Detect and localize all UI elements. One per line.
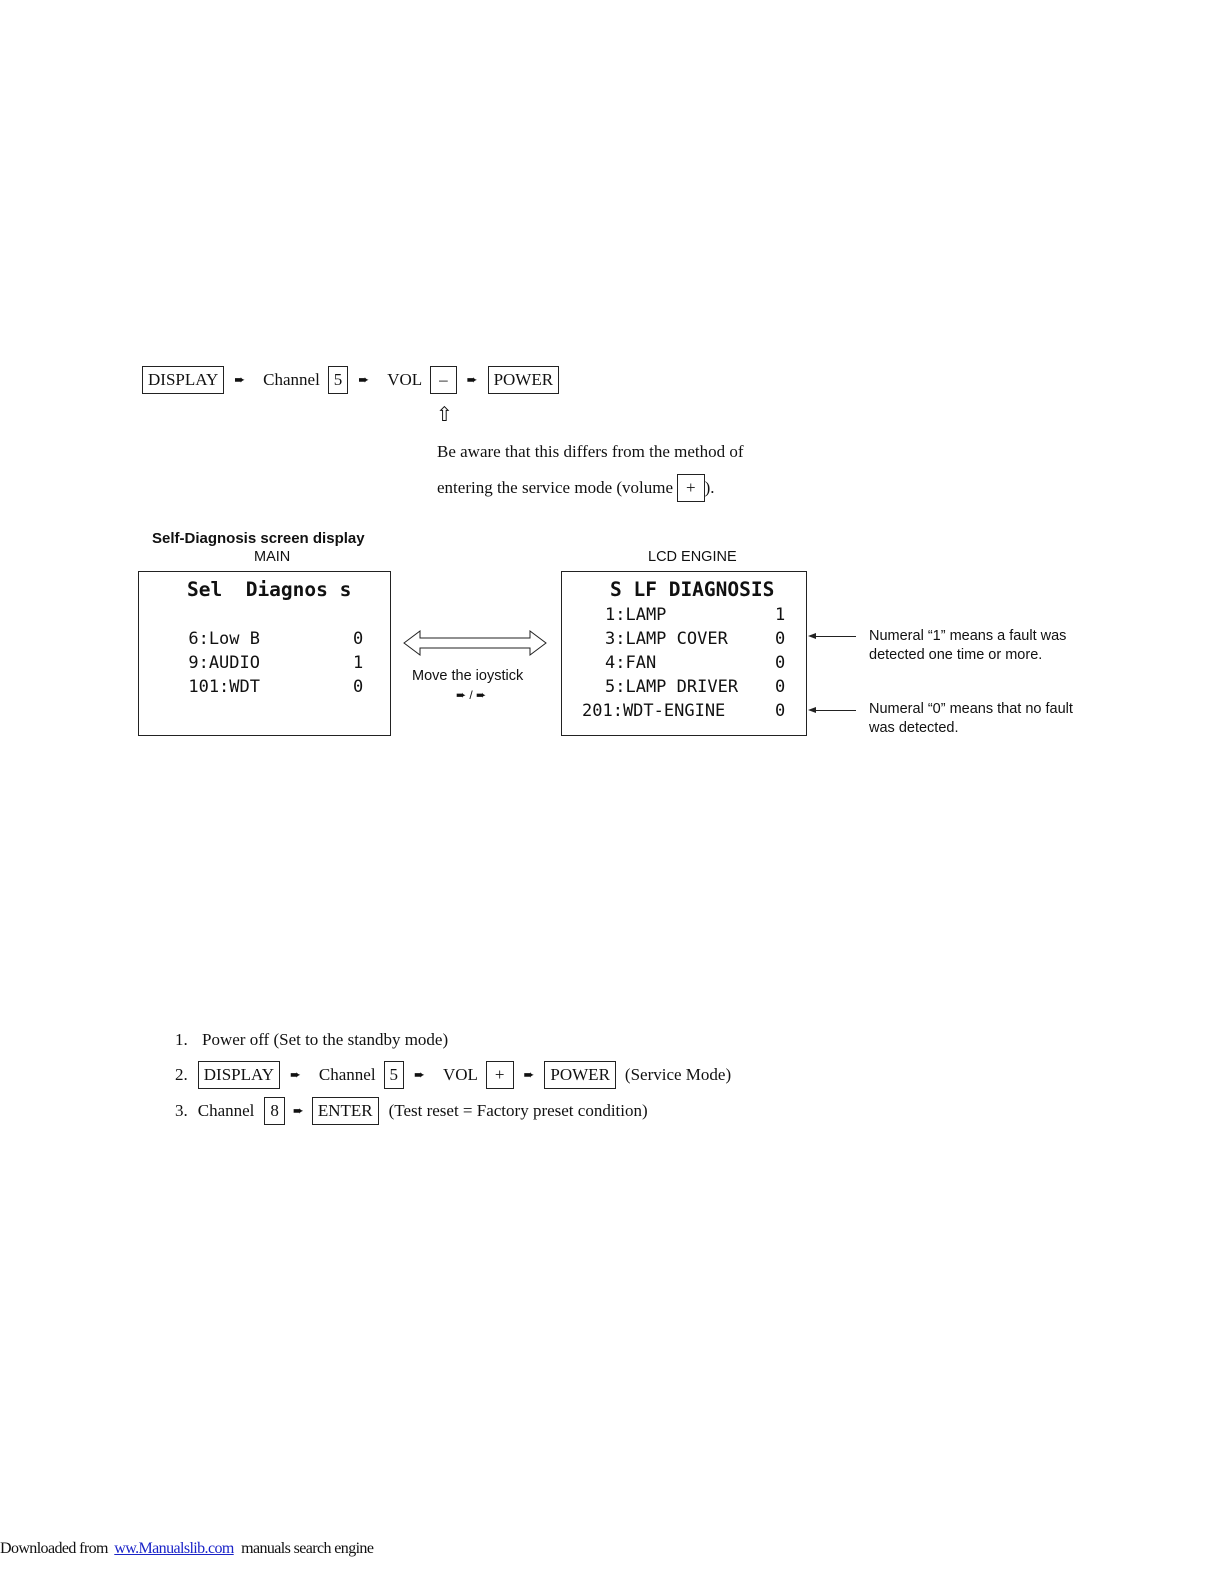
- power-key: POWER: [488, 366, 560, 394]
- vol-label: VOL: [442, 1065, 478, 1084]
- note-line-2: [437, 474, 715, 502]
- callout-1-line-2: detected one time or more.: [869, 647, 1043, 663]
- main-row-value: 0: [353, 677, 364, 697]
- main-row-code: 101:WDT: [188, 677, 260, 697]
- power-key: POWER: [544, 1061, 616, 1089]
- key-5: 5: [328, 366, 349, 394]
- step-number: 2.: [175, 1065, 188, 1084]
- channel-label: Channel: [197, 1101, 255, 1120]
- engine-row-code: 201:WDT-ENGINE: [582, 701, 726, 721]
- engine-diagnosis-screen: [561, 571, 807, 736]
- callout-0-line-1: Numeral “0” means that no fault: [869, 701, 1073, 717]
- right-arrow-icon: ➨: [414, 1067, 425, 1082]
- main-row-code: 9:AUDIO: [188, 653, 260, 673]
- callout-line: [815, 636, 856, 637]
- right-arrow-icon: ➨: [292, 1103, 304, 1118]
- engine-row-value: 1: [775, 605, 786, 625]
- callout-numeral-1: [869, 627, 1066, 665]
- main-label: MAIN: [254, 549, 291, 565]
- volume-minus-key: –: [430, 366, 457, 394]
- footer-suffix: manuals search engine: [241, 1540, 374, 1557]
- key-8: 8: [264, 1097, 285, 1125]
- joystick-label: Move the ioystick: [412, 668, 524, 684]
- engine-row-code: 3:LAMP COVER: [605, 629, 728, 649]
- footer: [0, 1540, 373, 1558]
- up-arrow-icon: ⇧: [436, 404, 453, 426]
- right-arrow-icon: ➨: [466, 372, 478, 387]
- volume-plus-key: +: [486, 1061, 514, 1089]
- callout-1-line-1: Numeral “1” means a fault was: [869, 628, 1067, 644]
- step-3: [175, 1097, 648, 1125]
- engine-screen-title: S LF DIAGNOSIS: [610, 578, 775, 601]
- volume-plus-key: +: [677, 474, 705, 502]
- note-line-2-suffix: ).: [704, 478, 715, 497]
- step-text: Power off (Set to the standby mode): [202, 1030, 449, 1049]
- engine-row-value: 0: [775, 701, 786, 721]
- manualslib-link[interactable]: ww.Manualslib.com: [114, 1540, 234, 1557]
- channel-label: Channel: [318, 1065, 376, 1084]
- joystick-arrows-icon: ➨ / ➨: [456, 688, 487, 702]
- channel-label: Channel: [263, 370, 320, 389]
- lcd-engine-label: LCD ENGINE: [648, 549, 737, 565]
- main-diagnosis-screen: [138, 571, 391, 736]
- engine-row-value: 0: [775, 629, 786, 649]
- right-arrow-icon: ➨: [358, 372, 370, 387]
- callout-numeral-0: [869, 700, 1073, 738]
- step-suffix: (Service Mode): [624, 1065, 732, 1084]
- note-line-2-prefix: entering the service mode (volume: [437, 478, 674, 497]
- callout-0-line-2: was detected.: [869, 720, 959, 736]
- main-screen-title: Sel Diagnos s: [187, 578, 352, 601]
- right-arrow-icon: ➨: [289, 1067, 301, 1082]
- right-arrow-icon: ➨: [523, 1067, 535, 1082]
- enter-key: ENTER: [312, 1097, 379, 1125]
- step-suffix: (Test reset = Factory preset condition): [388, 1101, 648, 1120]
- engine-row-code: 4:FAN: [605, 653, 657, 673]
- main-row-code: 6:Low B: [188, 629, 260, 649]
- display-key: DISPLAY: [142, 366, 224, 394]
- double-arrow-icon: [402, 628, 548, 658]
- main-row-value: 1: [353, 653, 364, 673]
- key-5: 5: [384, 1061, 405, 1089]
- main-row-value: 0: [353, 629, 364, 649]
- engine-row-code: 1:LAMP: [605, 605, 667, 625]
- vol-label: VOL: [387, 370, 423, 389]
- step-1: [175, 1030, 448, 1050]
- step-number: 3.: [175, 1101, 188, 1120]
- engine-row-code: 5:LAMP DRIVER: [605, 677, 739, 697]
- engine-row-value: 0: [775, 677, 786, 697]
- callout-line: [815, 710, 856, 711]
- engine-row-value: 0: [775, 653, 786, 673]
- right-arrow-icon: ➨: [234, 372, 246, 387]
- step-number: 1.: [175, 1030, 188, 1049]
- display-key: DISPLAY: [198, 1061, 280, 1089]
- self-diagnosis-key-sequence: [142, 366, 559, 394]
- note-line-1: Be aware that this differs from the method of: [437, 442, 744, 461]
- step-2: [175, 1061, 731, 1089]
- footer-prefix: Downloaded from: [0, 1540, 108, 1557]
- diagram-heading: Self-Diagnosis screen display: [152, 530, 365, 547]
